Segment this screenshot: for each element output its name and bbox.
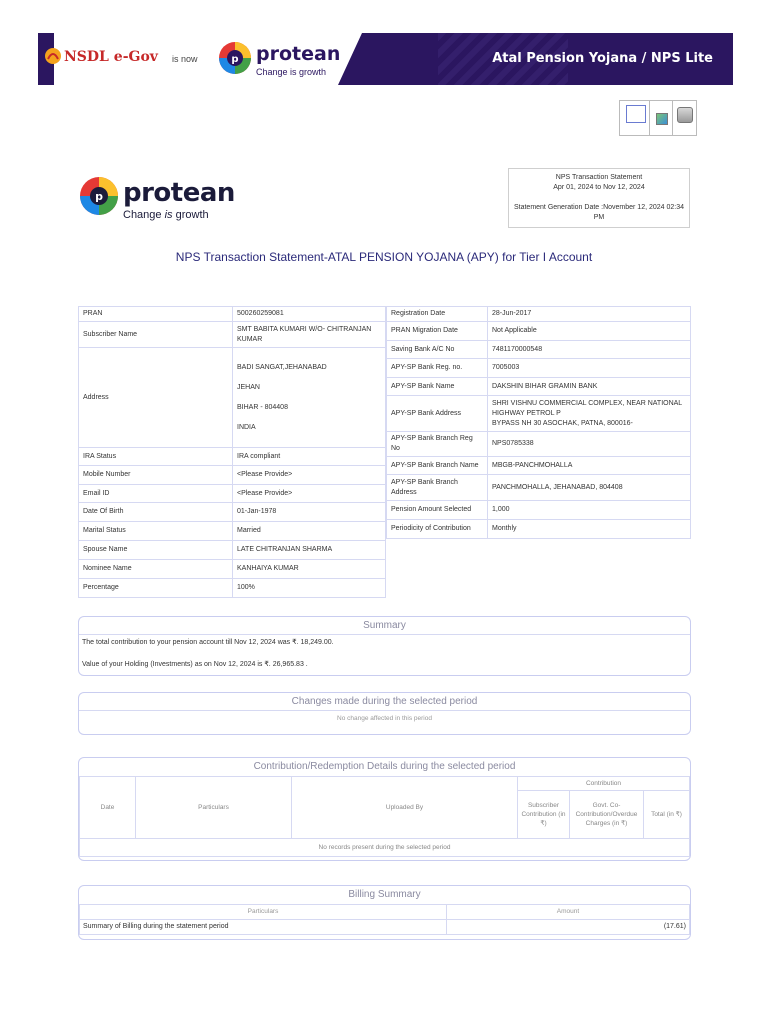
subscriber-field-label: Subscriber Name <box>79 322 233 348</box>
billing-col-particulars: Particulars <box>80 905 447 920</box>
page-title: NPS Transaction Statement-ATAL PENSION YOJANA (APY) for Tier I Account <box>175 250 593 264</box>
subscriber-field-row <box>79 579 386 598</box>
subscriber-field-row <box>79 466 386 485</box>
subscriber-field-label: Marital Status <box>79 522 233 541</box>
bank-field-value: SHRI VISHNU COMMERCIAL COMPLEX, NEAR NATIONAL HIGHWAY PETROL P BYPASS NH 30 ASOCHAK, PATNA, 800016- <box>488 396 691 432</box>
statement-type: NPS Transaction Statement <box>555 174 643 181</box>
subscriber-field-row <box>79 560 386 579</box>
subscriber-field-row <box>79 322 386 348</box>
banner-protean-word: protean <box>256 43 341 65</box>
bank-field-label: APY-SP Bank Name <box>387 378 488 396</box>
bank-details-table <box>386 306 691 539</box>
billing-row-label: Summary of Billing during the statement period <box>80 920 447 935</box>
subscriber-field-label: Percentage <box>79 579 233 598</box>
logo-word: protean <box>123 178 235 208</box>
changes-header: Changes made during the selected period <box>79 693 690 711</box>
subscriber-field-label: IRA Status <box>79 448 233 466</box>
bank-field-label: Registration Date <box>387 307 488 322</box>
bank-field-row <box>387 341 691 359</box>
subscriber-field-row <box>79 541 386 560</box>
svg-text:p: p <box>231 54 239 65</box>
bank-field-value: NPS0785338 <box>488 432 691 457</box>
summary-section <box>78 616 691 676</box>
is-now-text: is now <box>172 54 198 64</box>
bank-field-label: Pension Amount Selected <box>387 501 488 520</box>
bank-field-row <box>387 359 691 378</box>
statement-info-box <box>508 168 690 228</box>
billing-header: Billing Summary <box>348 889 421 900</box>
checkbox-icon[interactable] <box>626 105 646 123</box>
subscriber-field-value: <Please Provide> <box>233 485 386 503</box>
subscriber-field-value: 01-Jan-1978 <box>233 503 386 522</box>
bank-field-row <box>387 475 691 501</box>
protean-logo-icon <box>79 176 119 216</box>
contribution-table <box>79 776 690 857</box>
col-subscriber-contribution: Subscriber Contribution (in ₹) <box>518 791 570 839</box>
bank-field-label: APY-SP Bank Branch Reg No <box>387 432 488 457</box>
subscriber-field-row <box>79 503 386 522</box>
banner-tagline: Change is growth <box>256 67 327 77</box>
bank-field-value: Monthly <box>488 520 691 539</box>
protean-logo <box>79 176 239 226</box>
contribution-section <box>78 757 691 861</box>
bank-field-row <box>387 307 691 322</box>
billing-row-amount: (17.61) <box>447 920 690 935</box>
nsdl-egov-logo: NSDL e-Gov <box>64 49 158 65</box>
summary-header: Summary <box>79 617 690 635</box>
contribution-message: No records present during the selected period <box>80 839 690 857</box>
col-contribution-group: Contribution <box>518 777 690 791</box>
subscriber-field-row <box>79 448 386 466</box>
banner-protean-logo <box>218 41 341 80</box>
subscriber-field-row <box>79 522 386 541</box>
top-banner <box>38 33 733 85</box>
bank-field-label: APY-SP Bank Address <box>387 396 488 432</box>
logo-tagline: Change is growth <box>123 209 209 221</box>
col-govt-contribution: Govt. Co-Contribution/Overdue Charges (in ₹) <box>570 791 644 839</box>
subscriber-field-value: LATE CHITRANJAN SHARMA <box>233 541 386 560</box>
banner-title: Atal Pension Yojana / NPS Lite <box>492 51 713 66</box>
bank-field-value: 7481170000548 <box>488 341 691 359</box>
bank-field-value: MBGB-PANCHMOHALLA <box>488 457 691 475</box>
subscriber-field-row <box>79 348 386 448</box>
subscriber-field-label: Address <box>79 348 233 448</box>
bank-field-label: APY-SP Bank Branch Address <box>387 475 488 501</box>
nsdl-logo-icon <box>44 47 62 65</box>
bank-field-label: Periodicity of Contribution <box>387 520 488 539</box>
billing-section <box>78 885 691 940</box>
subscriber-field-value: <Please Provide> <box>233 466 386 485</box>
subscriber-field-value: BADI SANGAT,JEHANABAD JEHAN BIHAR - 804408 INDIA <box>233 348 386 448</box>
col-date: Date <box>80 777 136 839</box>
bank-field-label: Saving Bank A/C No <box>387 341 488 359</box>
bank-field-row <box>387 432 691 457</box>
bank-field-row <box>387 378 691 396</box>
statement-generation-date: Statement Generation Date :November 12, 2024 02:34 PM <box>513 204 685 221</box>
holding-value-text: Value of your Holding (Investments) as on Nov 12, 2024 is ₹. 26,965.83 . <box>82 661 308 668</box>
col-total: Total (in ₹) <box>644 791 690 839</box>
bank-field-value: PANCHMOHALLA, JEHANABAD, 804408 <box>488 475 691 501</box>
bank-field-value: Not Applicable <box>488 322 691 341</box>
subscriber-field-value: KANHAIYA KUMAR <box>233 560 386 579</box>
toolbar-icons <box>619 100 697 136</box>
subscriber-field-value: 100% <box>233 579 386 598</box>
subscriber-field-label: Nominee Name <box>79 560 233 579</box>
bank-field-value: DAKSHIN BIHAR GRAMIN BANK <box>488 378 691 396</box>
contribution-header: Contribution/Redemption Details during the selected period <box>253 761 516 772</box>
total-contribution-text: The total contribution to your pension account till Nov 12, 2024 was ₹. 18,249.00. <box>82 639 334 646</box>
bank-field-row <box>387 457 691 475</box>
image-icon[interactable] <box>656 113 668 125</box>
subscriber-field-label: Date Of Birth <box>79 503 233 522</box>
subscriber-field-label: PRAN <box>79 307 233 322</box>
printer-icon[interactable] <box>677 107 693 123</box>
subscriber-field-label: Spouse Name <box>79 541 233 560</box>
bank-field-row <box>387 396 691 432</box>
bank-field-value: 28-Jun-2017 <box>488 307 691 322</box>
changes-section <box>78 692 691 735</box>
changes-message: No change affected in this period <box>337 715 432 722</box>
billing-table <box>79 904 690 935</box>
bank-field-row <box>387 322 691 341</box>
statement-period: Apr 01, 2024 to Nov 12, 2024 <box>553 184 645 191</box>
subscriber-field-row <box>79 307 386 322</box>
bank-field-label: APY-SP Bank Branch Name <box>387 457 488 475</box>
subscriber-field-label: Mobile Number <box>79 466 233 485</box>
protean-logo-icon <box>218 41 252 75</box>
svg-text:p: p <box>95 190 103 203</box>
bank-field-value: 7005003 <box>488 359 691 378</box>
bank-field-label: PRAN Migration Date <box>387 322 488 341</box>
bank-field-row <box>387 501 691 520</box>
bank-field-label: APY-SP Bank Reg. no. <box>387 359 488 378</box>
bank-field-row <box>387 520 691 539</box>
bank-field-value: 1,000 <box>488 501 691 520</box>
subscriber-field-value: IRA compliant <box>233 448 386 466</box>
col-uploaded-by: Uploaded By <box>292 777 518 839</box>
subscriber-details-table <box>78 306 386 598</box>
subscriber-field-value: 500260259081 <box>233 307 386 322</box>
subscriber-field-value: SMT BABITA KUMARI W/O- CHITRANJAN KUMAR <box>233 322 386 348</box>
subscriber-field-row <box>79 485 386 503</box>
col-particulars: Particulars <box>136 777 292 839</box>
billing-col-amount: Amount <box>447 905 690 920</box>
subscriber-field-label: Email ID <box>79 485 233 503</box>
subscriber-field-value: Married <box>233 522 386 541</box>
